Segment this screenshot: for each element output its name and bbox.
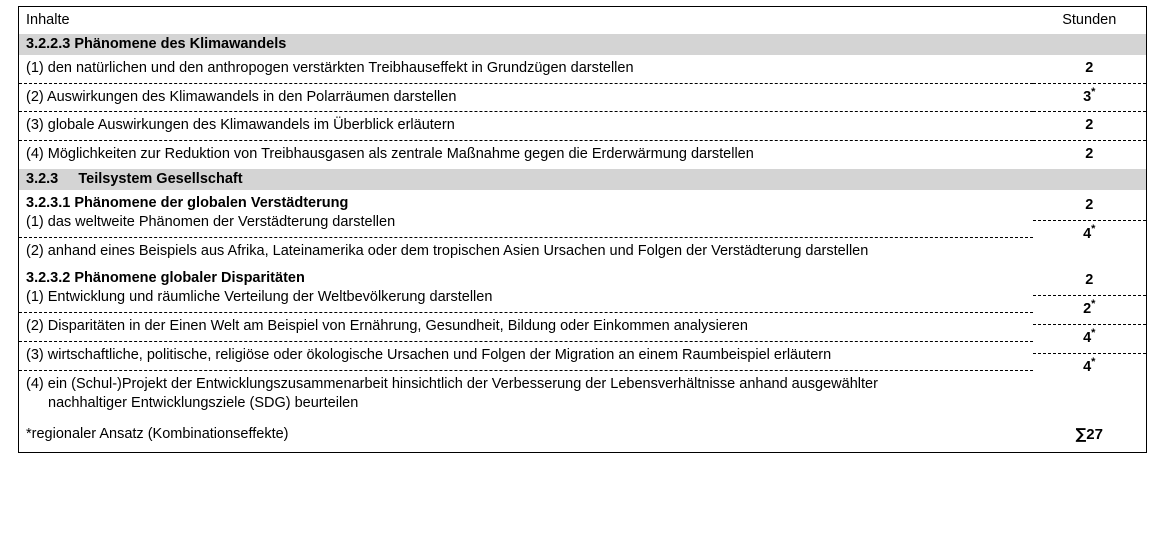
entry-text: (2) Auswirkungen des Klimawandels in den Polarräumen darstellen (26, 88, 457, 105)
sum-cell (1033, 418, 1147, 453)
entry-text: (1) das weltweite Phänomen der Verstädterung darstellen (26, 213, 396, 230)
entry-hours-3232-4 (1033, 353, 1147, 382)
total-hours (1033, 418, 1147, 453)
entry-text: (3) globale Auswirkungen des Klimawandels im Überblick erläutern (26, 117, 455, 134)
header-cell-content (19, 7, 1033, 34)
header-cell-hours (1033, 7, 1147, 34)
star-marker: * (1091, 85, 1096, 98)
sum-symbol: ∑ (1075, 424, 1087, 443)
entry-hours-3231-2 (1033, 220, 1147, 249)
entry-3223-1 (19, 55, 1033, 83)
section-band-hours (1033, 34, 1147, 36)
group-3223-hours-cell (1033, 55, 1147, 169)
hours-value: 4 (1083, 225, 1092, 242)
footnote-text: *regionaler Ansatz (Kombinationseffekte) (26, 425, 289, 442)
entry-hours-3232-2 (1033, 295, 1147, 324)
hours-spacer (1037, 194, 1143, 196)
entry-text: (2) Disparitäten in der Einen Welt am Beispiel von Ernährung, Gesundheit, Bildung oder Einkommen analysieren (26, 318, 748, 335)
group-3223-entries (19, 55, 1147, 169)
section-band-hours-cell (1033, 169, 1147, 190)
entry-hours-3223-1 (1033, 55, 1147, 83)
section-band-3223 (19, 34, 1147, 55)
star-marker: * (1091, 327, 1096, 340)
star-marker: * (1091, 222, 1096, 235)
column-header-stunden: Stunden (1062, 12, 1117, 28)
curriculum-hours-table (18, 6, 1147, 453)
table-header-row (19, 7, 1147, 34)
entry-3223-2 (19, 83, 1033, 112)
entry-3223-3 (19, 111, 1033, 140)
group-3231-hours-cell (1033, 190, 1147, 266)
entry-3231-1 (19, 190, 1033, 237)
entry-3231-2 (19, 237, 1033, 266)
sum-value: 27 (1086, 425, 1103, 443)
hours-value: 2 (1085, 59, 1094, 76)
entry-hours-3223-3 (1033, 111, 1147, 140)
section-band-323 (19, 169, 1147, 190)
entry-hours-3223-4 (1033, 140, 1147, 169)
hours-value: 2 (1085, 146, 1094, 163)
group-3232-content-cell (19, 265, 1033, 417)
section-band-label-cell (19, 34, 1033, 55)
group-3231 (19, 190, 1147, 266)
hours-value: 4 (1083, 358, 1092, 375)
entry-text-line1: (4) ein (Schul-)Projekt der Entwicklungszusammenarbeit hinsichtlich der Verbesserung der Lebensverhältnisse anhand ausgewählter (26, 375, 878, 392)
hours-value: 4 (1083, 330, 1092, 347)
star-marker: * (1091, 298, 1096, 311)
entry-text: (1) den natürlichen und den anthropogen verstärkten Treibhauseffekt in Grundzügen darstellen (26, 59, 634, 76)
entry-text: (3) wirtschaftliche, politische, religiöse oder ökologische Ursachen und Folgen der Migration an einem Raumbeispiel erläutern (26, 346, 832, 363)
group-3232 (19, 265, 1147, 417)
group-3232-hours-cell (1033, 265, 1147, 417)
group-3223-content-cell (19, 55, 1033, 169)
hours-value: 2 (1083, 301, 1092, 318)
entry-3223-4 (19, 140, 1033, 169)
footnote-cell (19, 418, 1033, 453)
entry-3232-3 (19, 341, 1033, 370)
entry-hours-3232-1 (1033, 265, 1147, 295)
section-band-label: 3.2.2.3 Phänomene des Klimawandels (26, 35, 287, 52)
section-band-hours-cell (1033, 34, 1147, 55)
entry-3232-4 (19, 370, 1033, 418)
entry-3232-1 (19, 265, 1033, 312)
hours-value: 2 (1085, 272, 1094, 289)
group-3231-content-cell (19, 190, 1033, 266)
star-marker: * (1091, 356, 1096, 369)
hours-value: 3 (1083, 88, 1092, 105)
entry-hours-3223-2 (1033, 83, 1147, 112)
entry-text: (2) anhand eines Beispiels aus Afrika, Lateinamerika oder dem tropischen Asien Ursachen und Folgen der Verstädterung darstellen (26, 242, 869, 259)
entry-text-line2: nachhaltiger Entwicklungsziele (SDG) beurteilen (48, 394, 359, 411)
entry-text: (4) Möglichkeiten zur Reduktion von Treibhausgasen als zentrale Maßnahme gegen die Erderwärmung darstellen (26, 146, 754, 163)
subsection-heading-3232: 3.2.3.2 Phänomene globaler Disparitäten (26, 270, 305, 287)
hours-value: 2 (1085, 196, 1094, 213)
section-band-label: 3.2.3 Teilsystem Gesellschaft (26, 171, 243, 188)
entry-text: (1) Entwicklung und räumliche Verteilung der Weltbevölkerung darstellen (26, 289, 493, 306)
entry-3232-2 (19, 312, 1033, 341)
section-band-label-cell (19, 169, 1033, 190)
footnote-summary-row (19, 418, 1147, 453)
entry-hours-3231-1 (1033, 190, 1147, 220)
entry-hours-3232-3 (1033, 324, 1147, 353)
column-header-inhalte: Inhalte (26, 12, 70, 28)
subsection-heading-3231: 3.2.3.1 Phänomene der globalen Verstädterung (26, 194, 349, 211)
section-band-hours (1033, 169, 1147, 171)
hours-value: 2 (1085, 117, 1094, 134)
